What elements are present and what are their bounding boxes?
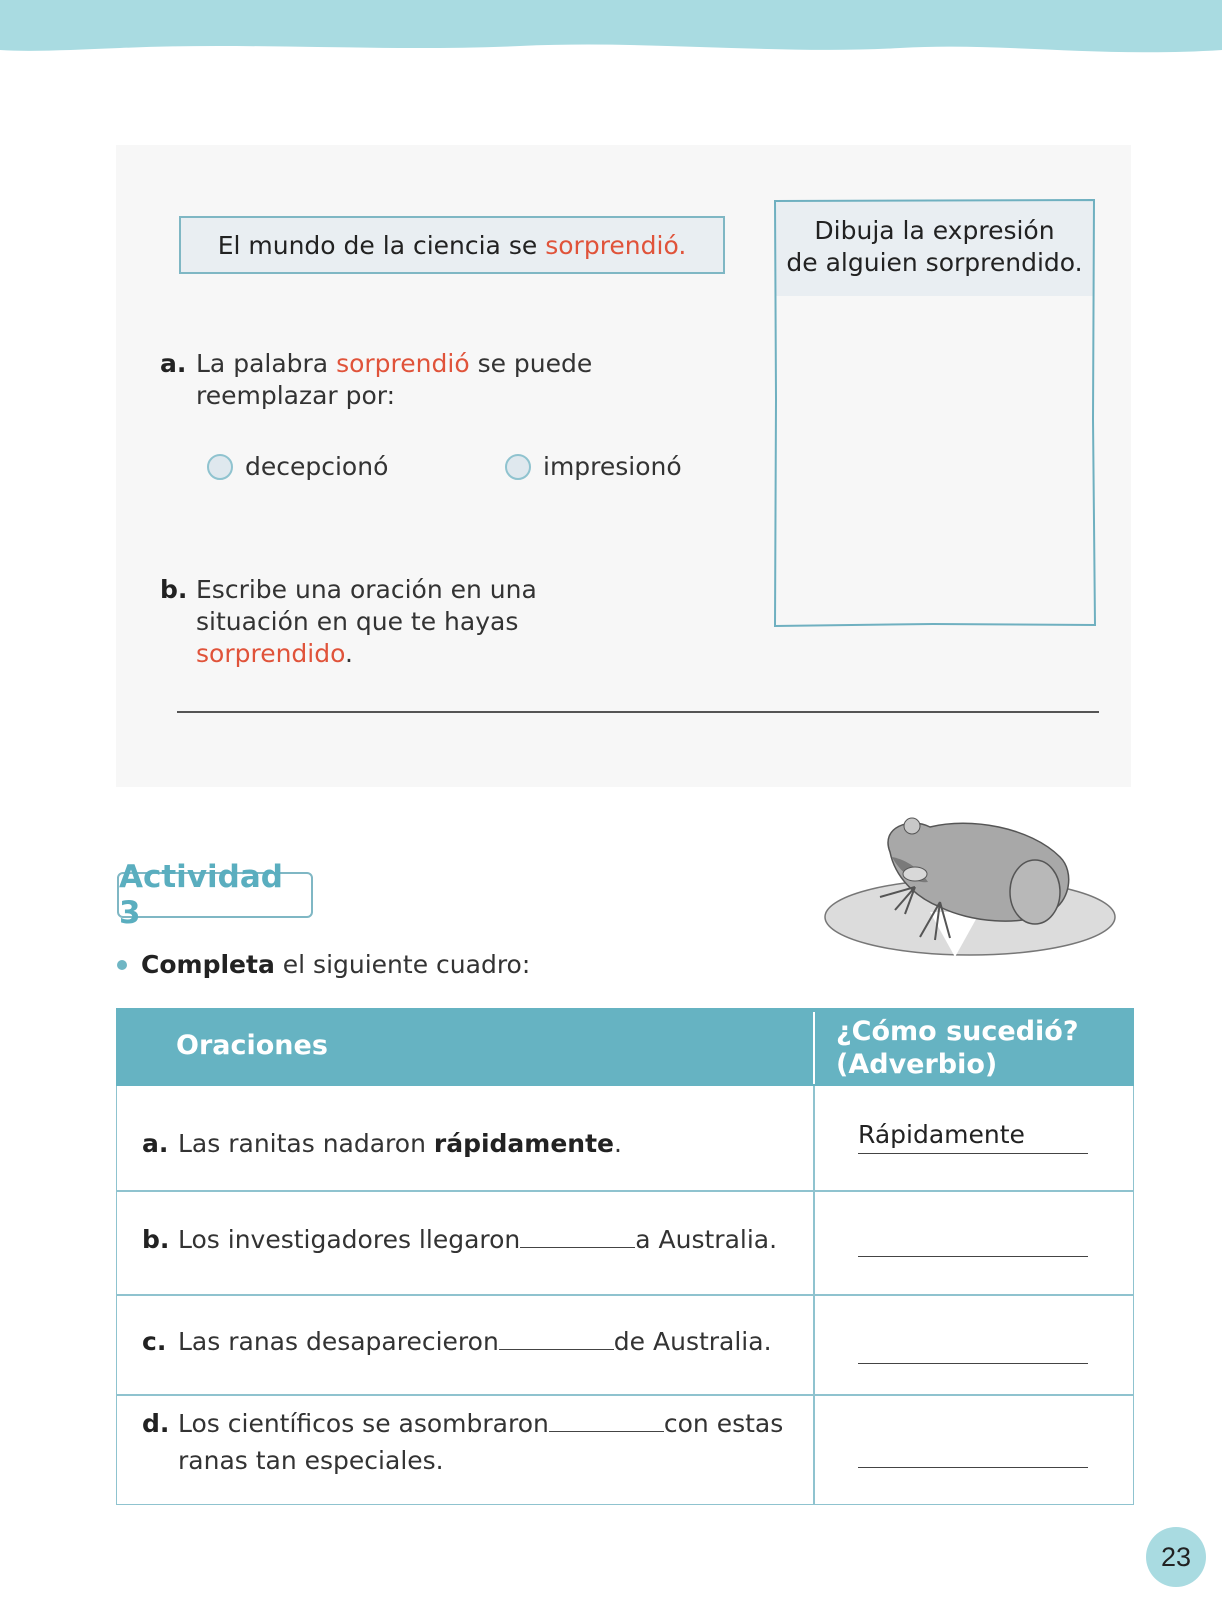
row-divider [116,1394,1134,1396]
instruction-bold: Completa [141,950,275,979]
header-col2-line1: ¿Cómo sucedió? [836,1016,1079,1047]
question-b-text-after: . [344,639,353,668]
sentence-highlight: sorprendió. [545,230,687,260]
row-letter: a. [142,1129,169,1158]
sentence-blank[interactable] [499,1328,614,1350]
question-a-text-before: La palabra [196,349,337,378]
answer-field-d[interactable] [858,1434,1088,1468]
row-text-before: Las ranitas nadaron [178,1129,434,1158]
table-row-a [142,1125,622,1162]
row-text-before: Los científicos se asombraron [178,1409,549,1438]
activity-instruction [117,950,530,979]
question-a-letter: a. [160,349,187,378]
activity-badge: Actividad 3 [117,872,313,918]
bullet-icon [117,960,127,970]
row-text-after: de Australia. [613,1327,772,1356]
row-letter: c. [142,1327,167,1356]
row-text-after: con estas [663,1409,784,1438]
row-letter: b. [142,1225,170,1254]
row-divider [116,1294,1134,1296]
question-b [160,574,680,668]
row-text-line2: ranas tan especiales. [178,1446,444,1475]
table-row-d [142,1405,783,1479]
option-label: decepcionó [245,452,389,481]
header-oraciones: Oraciones [176,1030,328,1061]
table-row-b [142,1221,777,1258]
header-separator [813,1012,815,1084]
answer-write-line[interactable] [177,711,1099,713]
answer-field-a[interactable]: Rápidamente [858,1120,1088,1154]
option-impresiono[interactable] [505,452,682,481]
answer-field-c[interactable] [858,1330,1088,1364]
answer-field-b[interactable] [858,1223,1088,1257]
header-como-sucedio [836,1015,1079,1081]
sentence-prefix: El mundo de la ciencia se [217,230,538,260]
option-decepciono[interactable] [207,452,388,481]
header-col2-line2: (Adverbio) [836,1049,998,1080]
row-letter: d. [142,1409,170,1438]
question-b-highlight: sorprendido [196,639,345,668]
drawing-area-title [773,215,1096,279]
sentence-blank[interactable] [520,1226,635,1248]
row-text-after: a Australia. [635,1225,778,1254]
row-text-after: . [614,1129,622,1158]
radio-button[interactable] [505,454,531,480]
drawing-title-line2: de alguien sorprendido. [786,248,1083,277]
row-text-before: Los investigadores llegaron [178,1225,521,1254]
sentence-blank[interactable] [549,1410,664,1432]
drawing-area[interactable] [773,199,1096,627]
question-a-text [196,348,656,412]
top-wave-decoration [0,0,1222,60]
drawing-title-line1: Dibuja la expresión [814,216,1055,245]
option-label: impresionó [543,452,682,481]
instruction-rest: el siguiente cuadro: [274,950,531,979]
question-a-text-after: se puede reemplazar por: [196,349,593,410]
page-number: 23 [1146,1527,1206,1587]
row-text-before: Las ranas desaparecieron [178,1327,499,1356]
question-a-highlight: sorprendió [336,349,470,378]
question-b-letter: b. [160,575,188,604]
row-divider [116,1190,1134,1192]
frog-illustration [820,812,1120,962]
question-b-text [196,574,656,670]
row-bold-word: rápidamente [433,1129,615,1158]
table-header [116,1008,1134,1086]
radio-button[interactable] [207,454,233,480]
table-row-c [142,1323,772,1360]
column-separator [813,1086,815,1505]
adverb-table [116,1008,1134,1505]
example-sentence-box [179,216,725,274]
question-a [160,348,680,418]
question-b-text-before: Escribe una oración en una situación en que te hayas [196,575,537,636]
